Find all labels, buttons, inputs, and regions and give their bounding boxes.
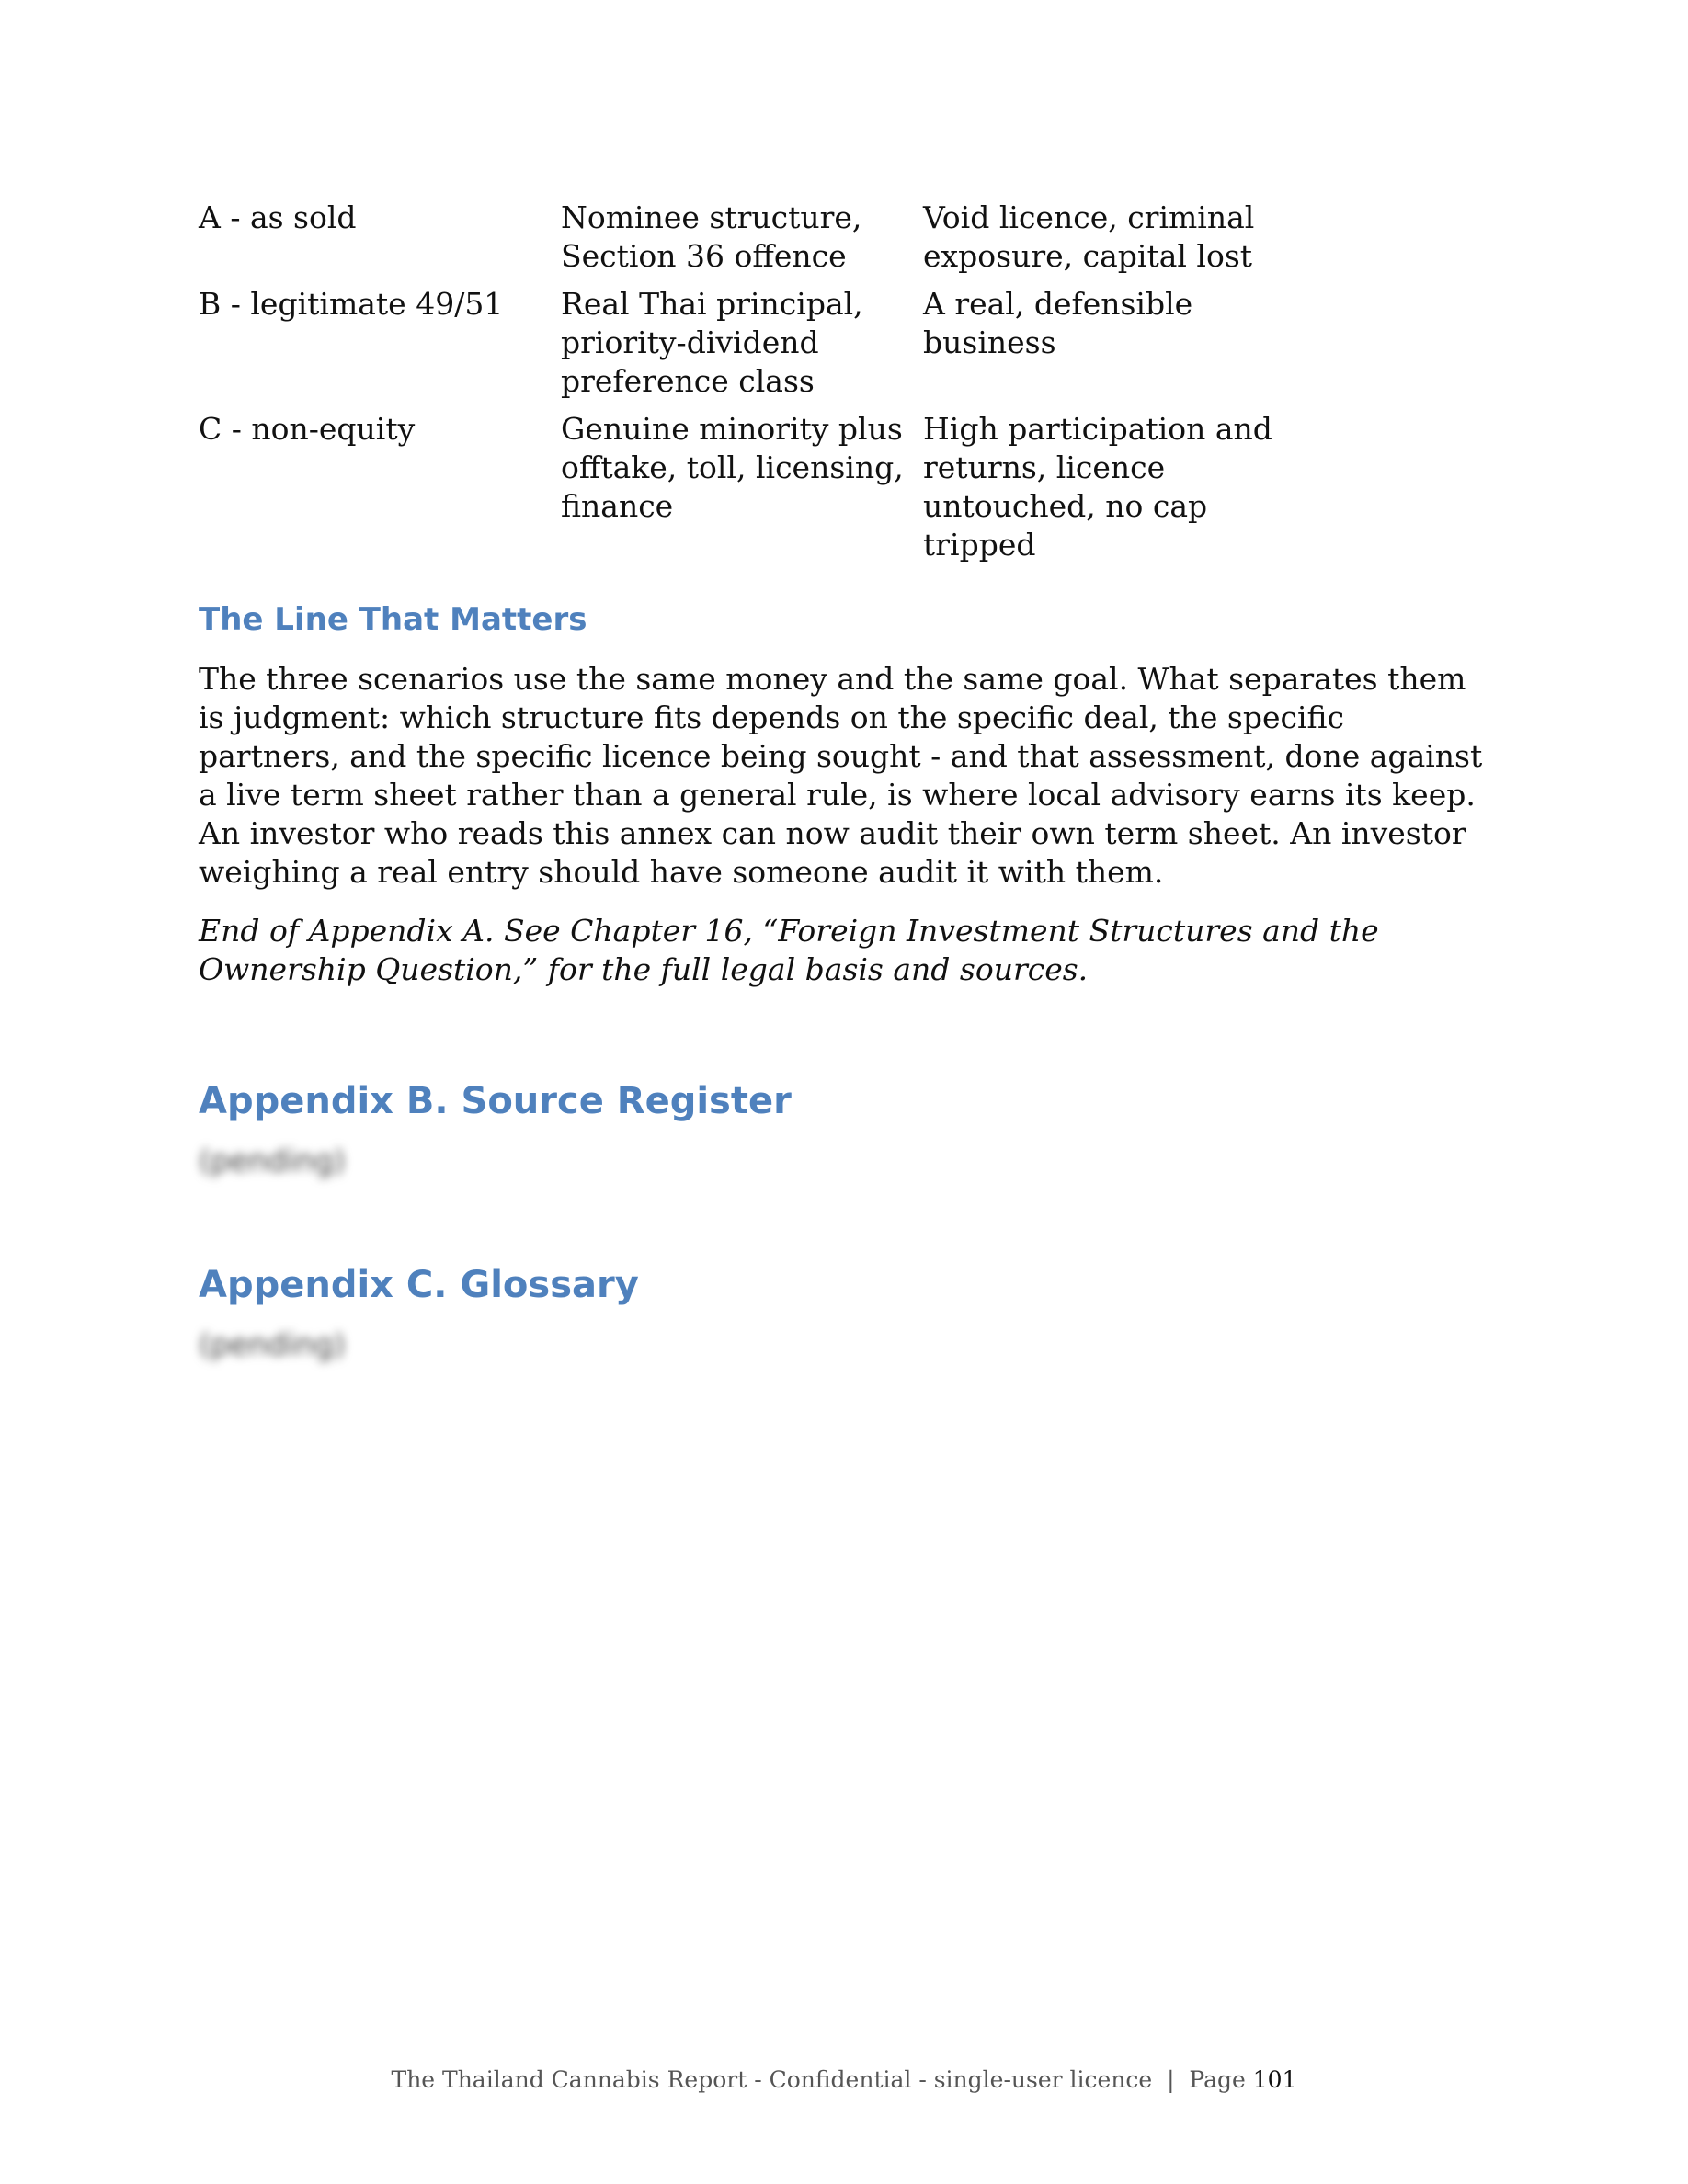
page-content <box>199 199 1495 989</box>
scenario-cell: B - legitimate 49/51 <box>199 286 504 322</box>
appendix-c-placeholder: (pending) <box>199 1326 346 1362</box>
footer-text: The Thailand Cannabis Report - Confidential - single-user licence | Page <box>391 2066 1253 2093</box>
table-row <box>199 410 1274 574</box>
appendix-b-section <box>199 1077 792 1180</box>
scenario-table <box>199 199 1274 574</box>
section-heading: The Line That Matters <box>199 601 587 638</box>
page-number: 101 <box>1252 2066 1297 2093</box>
section-paragraph: The three scenarios use the same money and the same goal. What separates them is judgment: which structure fits depends on the specific deal, the specific partners, and the specific licence being sought - and that assessment, done against a live term sheet rather than a general rule, is where local advisory earns its keep. An investor who reads this annex can now audit their own term sheet. An investor weighing a real entry should have someone audit it with them. <box>199 661 1483 890</box>
page-footer <box>0 2065 1688 2095</box>
outcome-cell: Void licence, criminal exposure, capital lost <box>923 199 1255 274</box>
appendix-b-title: Appendix B. Source Register <box>199 1080 792 1122</box>
scenario-cell: C - non-equity <box>199 411 416 447</box>
closing-note: End of Appendix A. See Chapter 16, “Foreign Investment Structures and the Ownership Question,” for the full legal basis and sources. <box>199 913 1379 987</box>
table-row <box>199 285 1274 410</box>
appendix-b-placeholder: (pending) <box>199 1143 346 1178</box>
table-row <box>199 199 1274 285</box>
outcome-cell: A real, defensible business <box>923 286 1193 360</box>
outcome-cell: High participation and returns, licence untouched, no cap tripped <box>923 411 1272 563</box>
appendix-c-section <box>199 1261 639 1364</box>
structure-cell: Real Thai principal, priority-dividend preference class <box>561 286 863 399</box>
scenario-cell: A - as sold <box>199 199 357 235</box>
structure-cell: Genuine minority plus offtake, toll, licensing, finance <box>561 411 904 524</box>
appendix-c-title: Appendix C. Glossary <box>199 1264 639 1306</box>
structure-cell: Nominee structure, Section 36 offence <box>561 199 862 274</box>
